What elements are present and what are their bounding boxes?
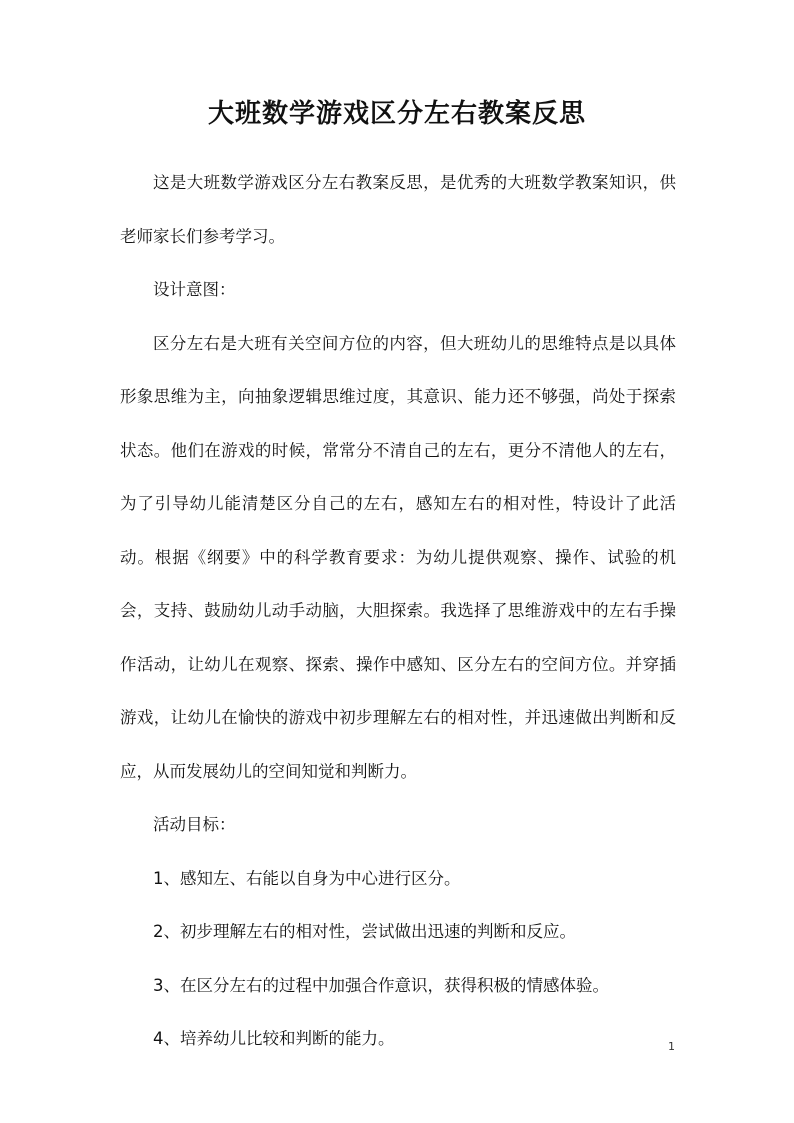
paragraph-intro: 这是大班数学游戏区分左右教案反思，是优秀的大班数学教案知识，供老师家长们参考学习。: [120, 173, 676, 246]
document-title: 大班数学游戏区分左右教案反思: [207, 99, 586, 129]
page-number: 1: [668, 1040, 675, 1053]
heading-design-intent: 设计意图：: [153, 280, 236, 299]
paragraph-design-intent: 区分左右是大班有关空间方位的内容，但大班幼儿的思维特点是以具体形象思维为主，向抽象逻辑思维过度，其意识、能力还不够强，尚处于探索状态。他们在游戏的时候，常常分不清自己的左右，更分不清他人的左右，为了引导幼儿能清楚区分自己的左右，感知左右的相对性，特设计了此活动。根据《纲要》中的科学教育要求：为幼儿提供观察、操作、试验的机会，支持、鼓励幼儿动手动脑，大胆探索。我选择了思维游戏中的左右手操作活动，让幼儿在观察、探索、操作中感知、区分左右的空间方位。并穿插游戏，让幼儿在愉快的游戏中初步理解左右的相对性，并迅速做出判断和反应，从而发展幼儿的空间知觉和判断力。: [120, 333, 676, 781]
heading-activity-goals: 活动目标：: [153, 815, 236, 834]
goal-item-1: 1、感知左、右能以自身为中心进行区分。: [153, 868, 461, 888]
goal-item-2: 2、初步理解左右的相对性，尝试做出迅速的判断和反应。: [153, 922, 576, 941]
goal-item-3: 3、在区分左右的过程中加强合作意识，获得积极的情感体验。: [153, 975, 609, 995]
goal-item-4: 4、培养幼儿比较和判断的能力。: [153, 1029, 395, 1048]
document-body: [120, 156, 676, 1066]
